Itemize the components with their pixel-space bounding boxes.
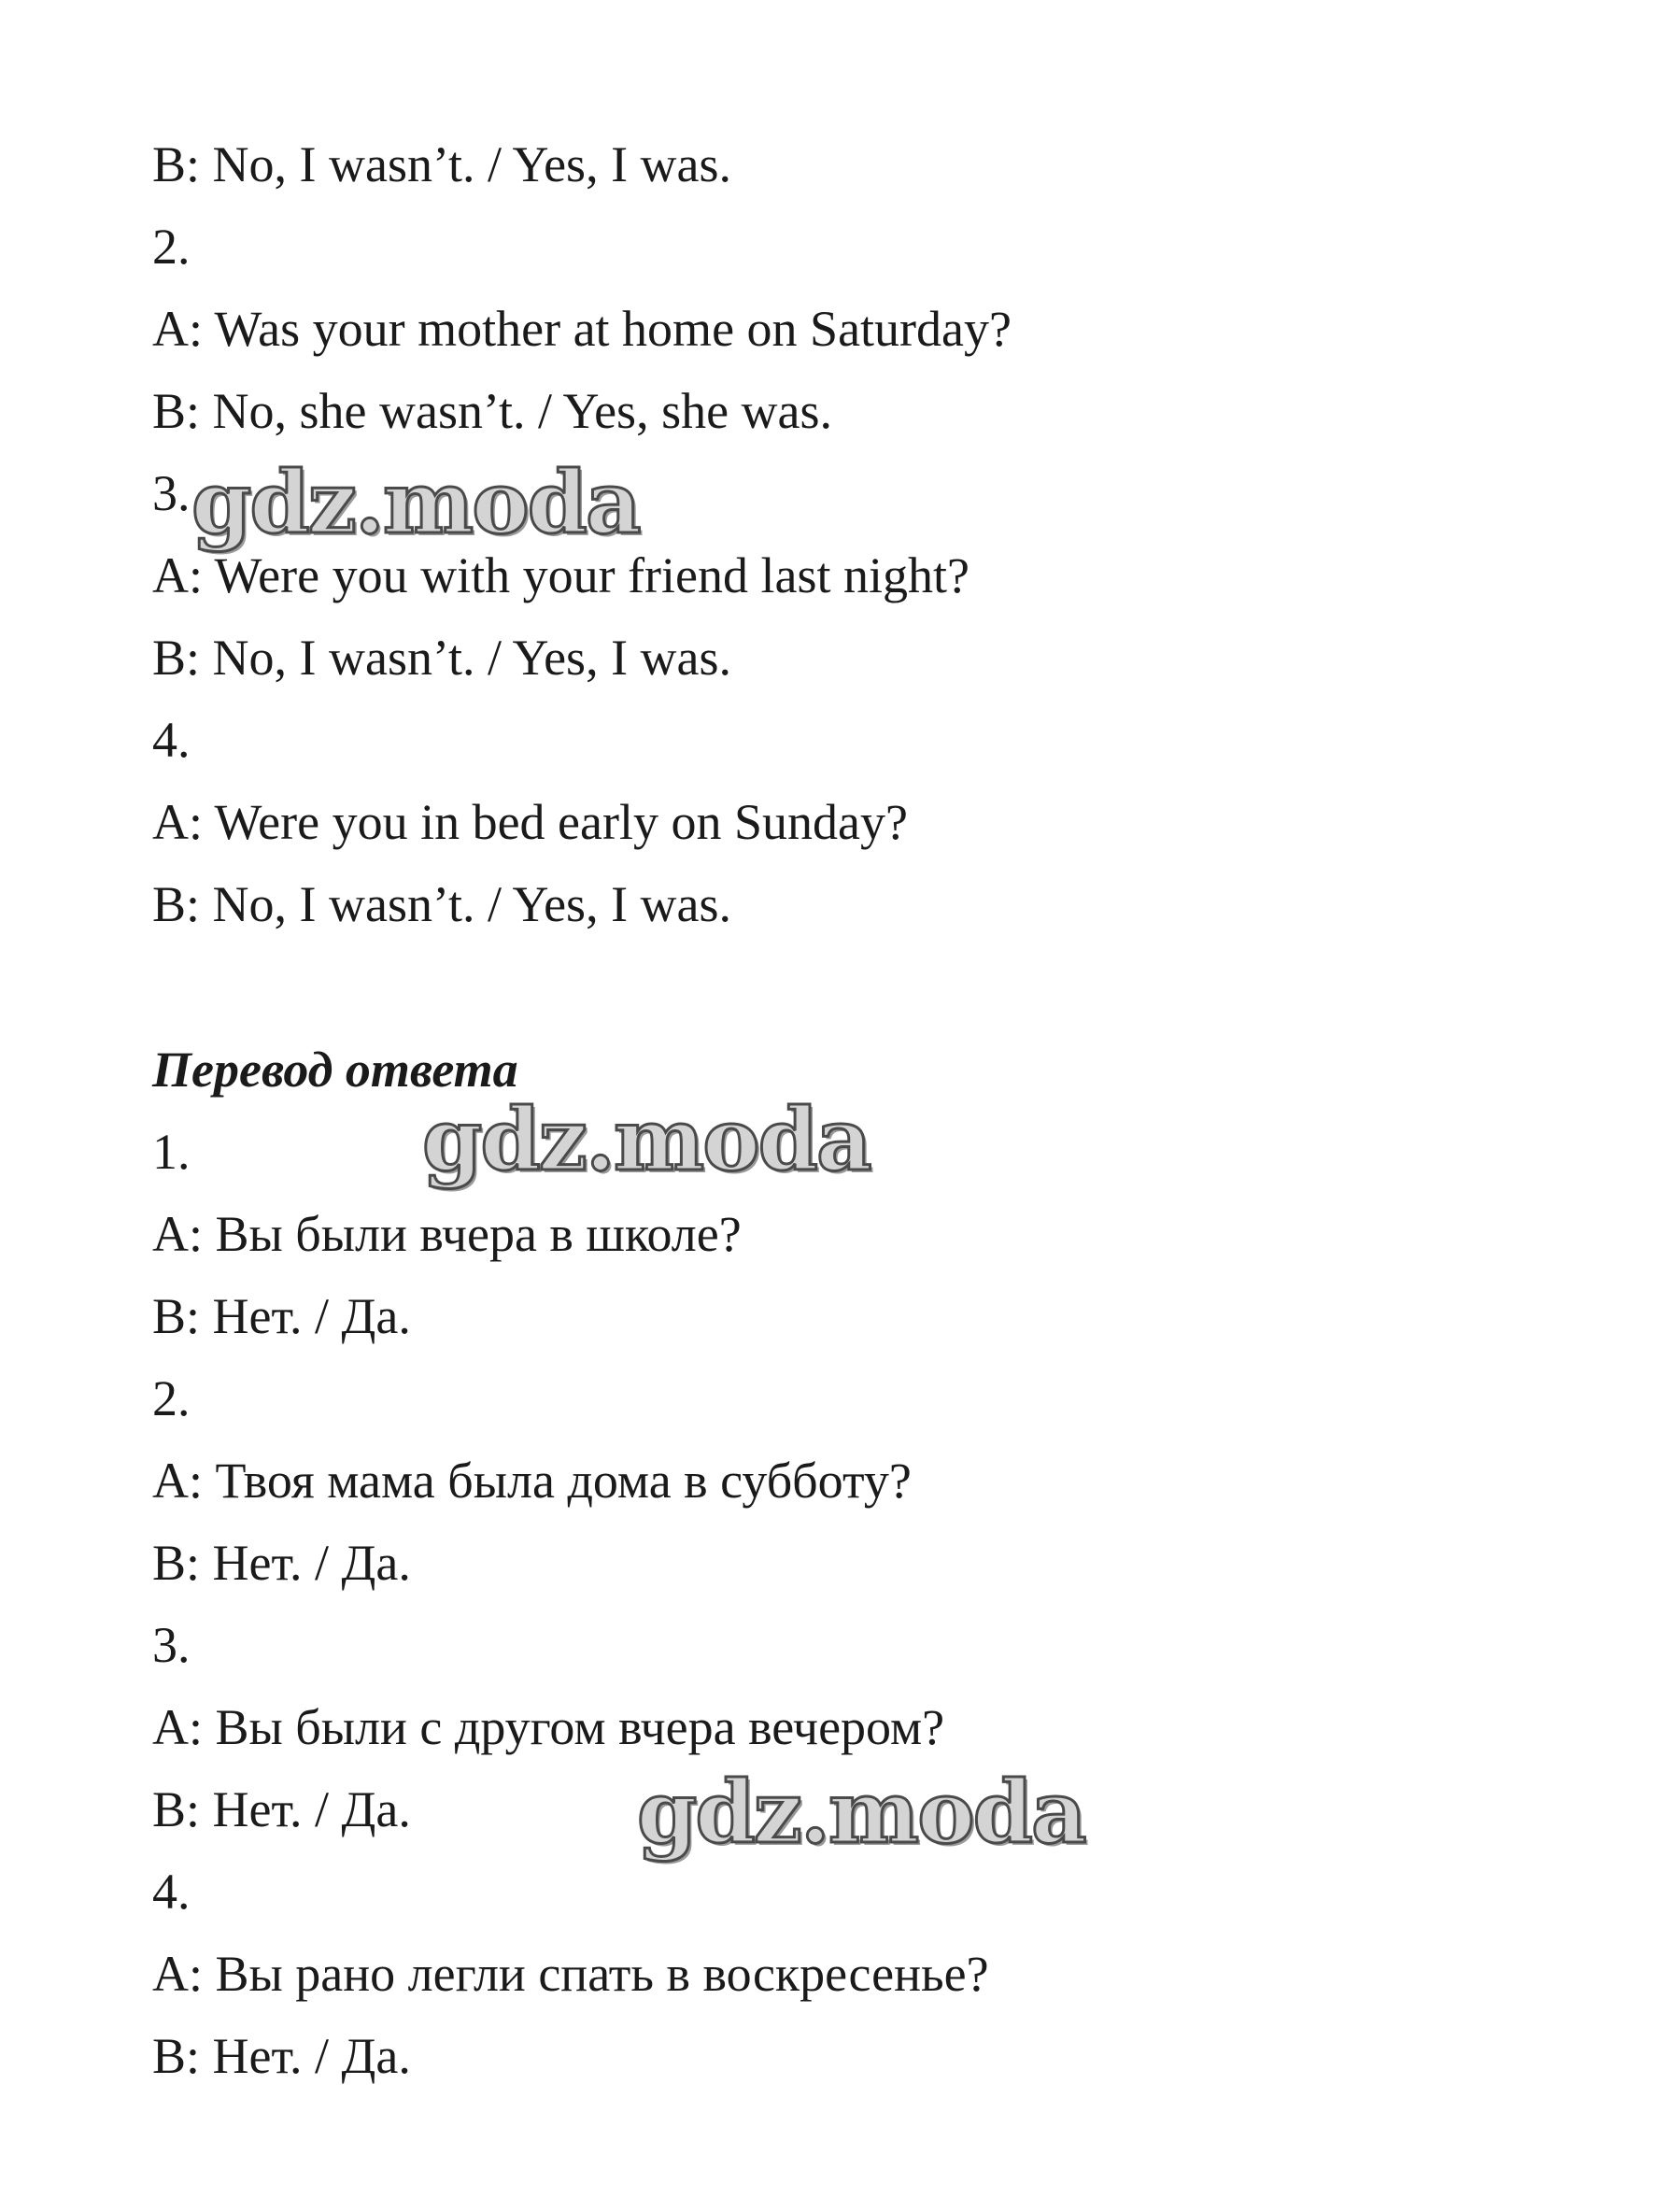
watermark: gdz.moda [422, 1089, 870, 1190]
question-line: A: Вы были вчера в школе? [152, 1206, 742, 1262]
item-number: 3. [152, 465, 191, 521]
question-line: A: Твоя мама была дома в субботу? [152, 1453, 912, 1509]
question-line: A: Were you with your friend last night? [152, 547, 970, 603]
section-heading: Перевод ответа [152, 1042, 518, 1098]
answer-line: B: No, she wasn’t. / Yes, she was. [152, 383, 833, 439]
item-number: 2. [152, 1370, 191, 1426]
watermark: gdz.moda [637, 1762, 1085, 1863]
question-line: A: Вы рано легли спать в воскресенье? [152, 1946, 989, 2002]
item-number: 2. [152, 219, 191, 275]
item-number: 4. [152, 712, 191, 768]
question-line: A: Were you in bed early on Sunday? [152, 794, 908, 850]
answer-line: B: No, I wasn’t. / Yes, I was. [152, 876, 732, 932]
item-number: 4. [152, 1864, 191, 1920]
answer-line: B: Нет. / Да. [152, 1535, 411, 1591]
answer-line: B: No, I wasn’t. / Yes, I was. [152, 630, 732, 686]
watermark: gdz.moda [191, 452, 640, 553]
answer-line: B: Нет. / Да. [152, 2028, 411, 2084]
answer-line: B: Нет. / Да. [152, 1781, 411, 1837]
item-number: 3. [152, 1617, 191, 1673]
answer-line: B: No, I wasn’t. / Yes, I was. [152, 136, 732, 192]
answer-line: B: Нет. / Да. [152, 1288, 411, 1344]
item-number: 1. [152, 1124, 191, 1180]
question-line: A: Вы были с другом вчера вечером? [152, 1699, 945, 1755]
question-line: A: Was your mother at home on Saturday? [152, 301, 1012, 357]
